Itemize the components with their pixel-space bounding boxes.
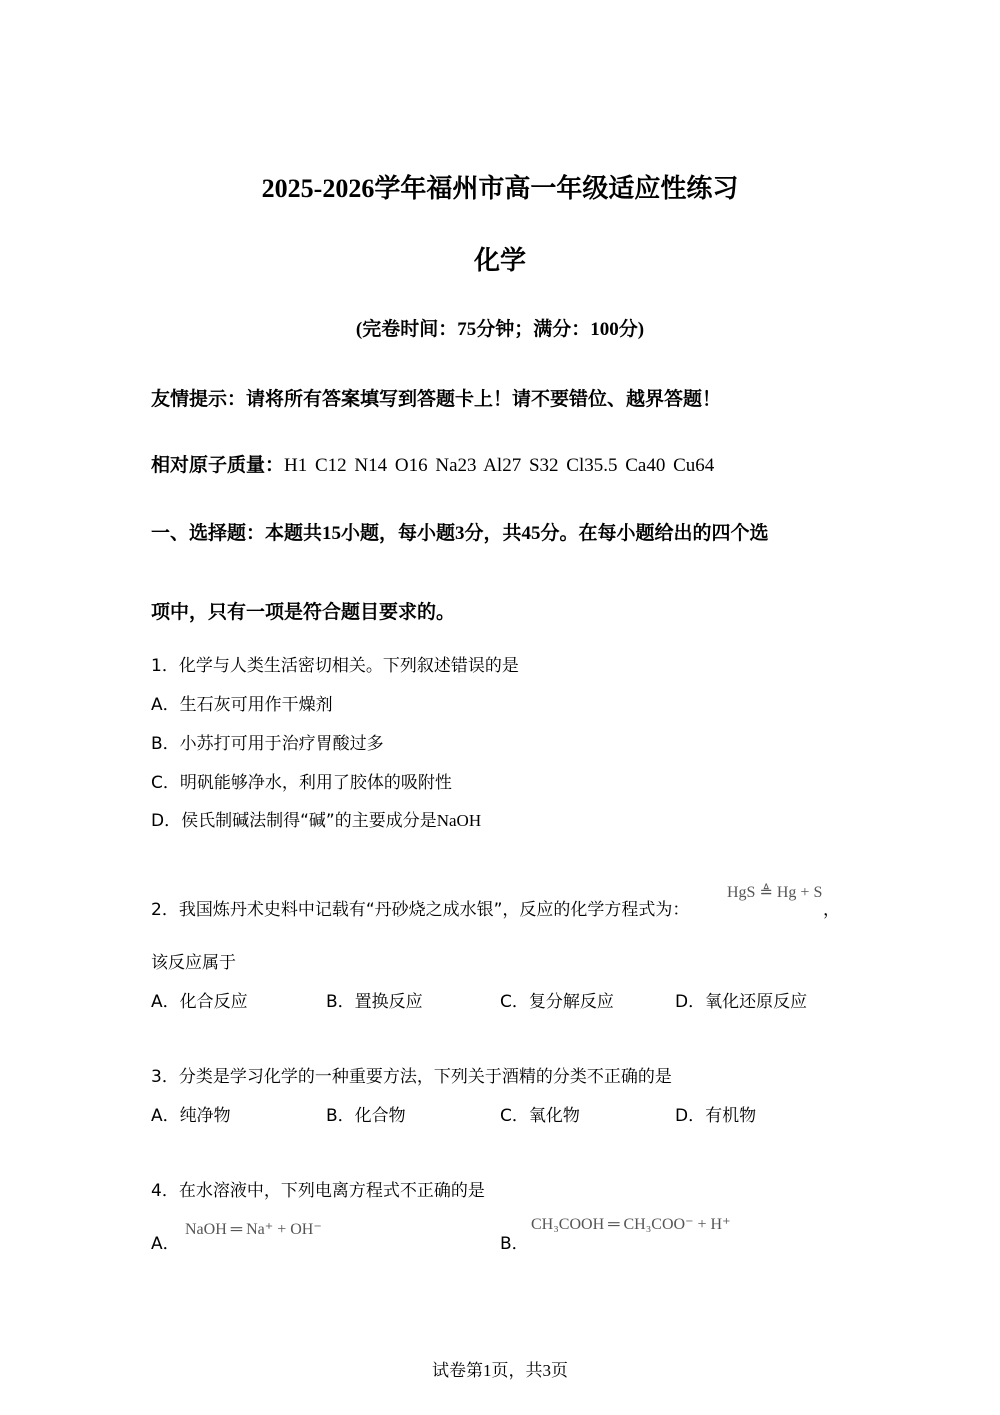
page-footer: 试卷第1页，共3页 <box>432 1361 568 1380</box>
q2-stem: 2．我国炼丹术史料中记载有“丹砂烧之成水银”，反应的化学方程式为： <box>151 900 690 920</box>
q4-option-a-equation: NaOH ═ Na⁺ + OH⁻ <box>185 1221 322 1238</box>
atomic-mass-line <box>151 450 714 477</box>
atomic-mass-values: H1 C12 N14 O16 Na23 Al27 S32 Cl35.5 Ca40 Cu64 <box>284 455 715 476</box>
q4-option-a-label: A． <box>151 1234 180 1254</box>
time-info: (完卷时间：75分钟；满分：100分) <box>355 319 645 340</box>
q1-option-d-formula: NaOH <box>436 811 482 830</box>
q3-stem: 3．分类是学习化学的一种重要方法，下列关于酒精的分类不正确的是 <box>151 1067 672 1087</box>
q3-option-b: B．化合物 <box>326 1106 406 1126</box>
q2-option-a: A．化合反应 <box>151 992 248 1012</box>
q3-option-d: D．有机物 <box>675 1106 757 1126</box>
atomic-mass-label: 相对原子质量： <box>151 455 285 476</box>
q1-stem: 1．化学与人类生活密切相关。下列叙述错误的是 <box>151 656 519 676</box>
q3-option-c: C．氧化物 <box>500 1106 580 1126</box>
section1-heading-line2: 项中，只有一项是符合题目要求的。 <box>151 602 456 623</box>
q4-option-b-equation: CH₃COOH ═ CH₃COO⁻ + H⁺ <box>531 1216 731 1233</box>
q2-option-c: C．复分解反应 <box>500 992 614 1012</box>
q4-option-b-label: B． <box>500 1234 529 1254</box>
q3-option-a: A．纯净物 <box>151 1106 231 1126</box>
q1-option-a: A．生石灰可用作干燥剂 <box>151 695 333 715</box>
subject-title: 化学 <box>473 246 526 275</box>
q1-option-d <box>151 806 481 831</box>
q1-option-b: B．小苏打可用于治疗胃酸过多 <box>151 734 384 754</box>
q2-stem-continued: 该反应属于 <box>151 953 236 973</box>
q1-option-c: C．明矾能够净水，利用了胶体的吸附性 <box>151 773 452 793</box>
section1-heading-line1: 一、选择题：本题共15小题，每小题3分，共45分。在每小题给出的四个选 <box>151 523 769 544</box>
q2-option-b: B．置换反应 <box>326 992 423 1012</box>
q2-equation: HgS ≜ Hg + S <box>727 884 823 901</box>
q2-comma: ， <box>823 900 840 920</box>
q2-option-d: D．氧化还原反应 <box>675 992 808 1012</box>
friendly-tip: 友情提示：请将所有答案填写到答题卡上！请不要错位、越界答题！ <box>151 389 722 410</box>
q4-stem: 4．在水溶液中，下列电离方程式不正确的是 <box>151 1181 485 1201</box>
q1-option-d-text: D．侯氏制碱法制得“碱”的主要成分是 <box>151 811 437 831</box>
exam-title: 2025-2026学年福州市高一年级适应性练习 <box>261 174 739 203</box>
